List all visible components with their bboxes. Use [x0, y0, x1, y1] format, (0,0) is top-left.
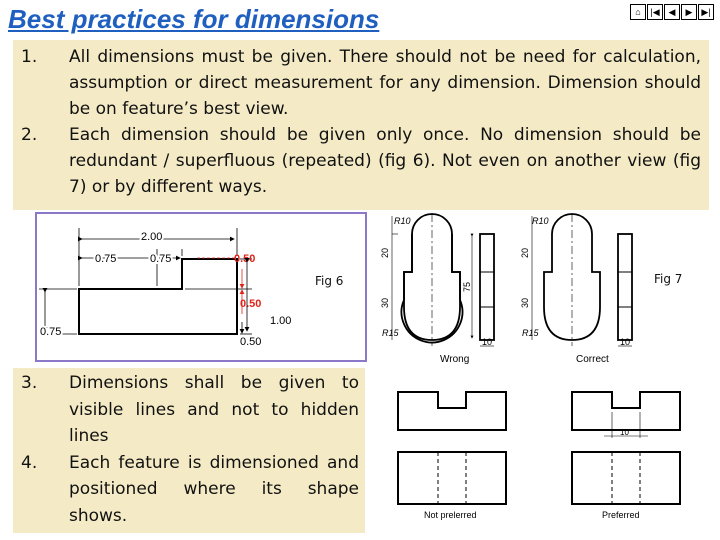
preferred-d10: 10 [620, 428, 629, 437]
fig7-correct-view [520, 214, 632, 365]
correct-d20: 20 [520, 247, 530, 258]
slide-title: Best practices for dimensions [8, 4, 380, 34]
correct-caption: Correct [576, 354, 609, 365]
fig6-drawing [35, 212, 367, 362]
not-preferred-view [398, 392, 506, 520]
wrong-d10: 10 [482, 337, 493, 347]
list-item [21, 450, 359, 530]
wrong-r15: R15 [382, 328, 399, 338]
dim-0-50-redundant-top: 0.50 [234, 253, 256, 265]
not-preferred-caption: Not prelerred [424, 510, 477, 520]
fig6-part-outline [79, 259, 237, 334]
correct-r10: R10 [532, 216, 549, 226]
list-text: All dimensions must be given. There should not be need for calculation, assumption or direct measurement for any dimension. Dimension should be on feature’s best view. [69, 47, 701, 119]
list-number: 4. [21, 452, 38, 473]
bottom-list [21, 370, 359, 529]
last-slide-icon[interactable]: ▶| [698, 4, 714, 20]
list-text: Each dimension should be given only once. No dimension should be redundant / superfluous (repeated) (fig 6). Not even on another view (fig 7) or by different ways. [69, 125, 701, 197]
wrong-d75: 75 [462, 281, 472, 292]
dim-1-00: 1.00 [270, 315, 292, 327]
top-list [21, 44, 701, 200]
list-text: Dimensions shall be given to visible lines and not to hidden lines [69, 373, 359, 446]
wrong-caption: Wrong [440, 354, 470, 365]
fig6-label: Fig 6 [315, 274, 344, 288]
list-number: 1. [21, 47, 38, 67]
preferred-view [572, 392, 680, 520]
first-slide-icon[interactable]: |◀ [647, 4, 663, 20]
fig7-wrong-view [380, 214, 494, 365]
dim-0-75-a: 0.75 [95, 253, 117, 265]
home-icon[interactable]: ⌂ [630, 4, 646, 20]
correct-d30: 30 [520, 297, 530, 308]
list-text: Each feature is dimensioned and positioned where its shape shows. [69, 452, 359, 526]
correct-d10: 10 [620, 337, 631, 347]
list-number: 3. [21, 373, 38, 393]
list-item [21, 122, 701, 200]
slide-navigation [630, 4, 714, 20]
next-slide-icon[interactable]: ▶ [681, 4, 697, 20]
dim-0-50-redundant-side: 0.50 [240, 298, 262, 310]
list-item [21, 370, 359, 450]
list-item [21, 44, 701, 122]
dim-2-00: 2.00 [141, 231, 163, 243]
wrong-d30: 30 [380, 297, 390, 308]
hidden-lines-figure [380, 372, 716, 532]
correct-r15: R15 [522, 328, 539, 338]
fig7-label: Fig 7 [654, 272, 683, 286]
dim-0-50-bottom: 0.50 [240, 336, 262, 348]
list-number: 2. [21, 125, 38, 145]
dim-0-75-left: 0.75 [40, 326, 62, 338]
bottom-text-box [13, 368, 365, 533]
wrong-r10: R10 [394, 216, 411, 226]
previous-slide-icon[interactable]: ◀ [664, 4, 680, 20]
fig7-drawing [372, 212, 720, 368]
preferred-caption: Preferred [602, 510, 640, 520]
dim-0-75-b: 0.75 [150, 253, 172, 265]
top-text-box [13, 40, 709, 210]
wrong-d20: 20 [380, 247, 390, 258]
